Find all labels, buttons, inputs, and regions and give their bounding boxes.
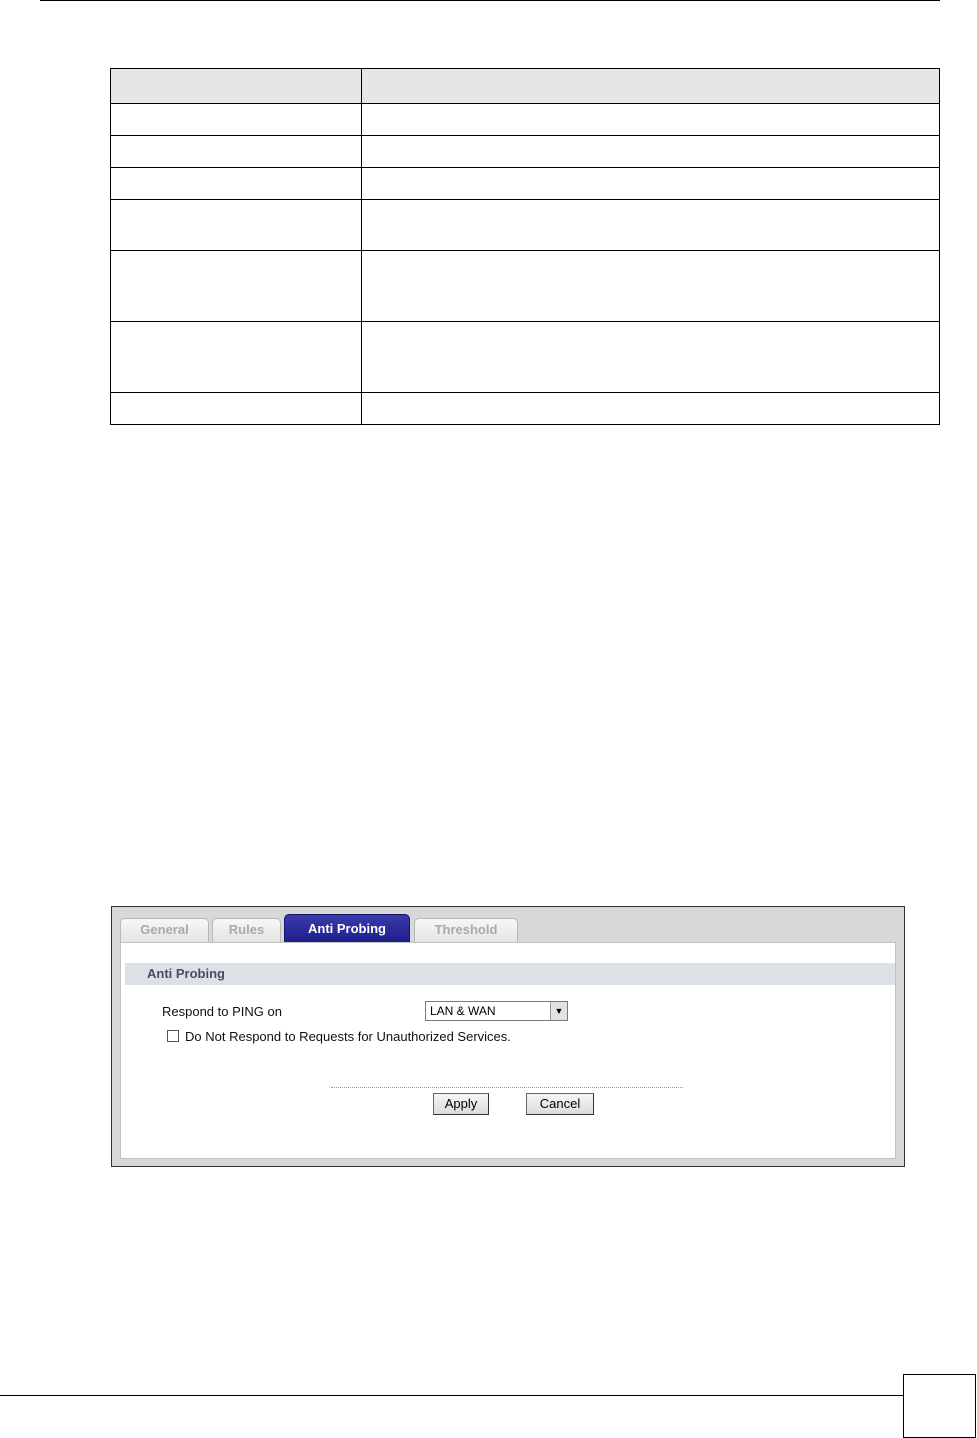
apply-button[interactable]: Apply — [433, 1093, 489, 1115]
field-description-table — [110, 68, 940, 425]
table-row — [111, 136, 940, 168]
anti-probing-screenshot — [111, 906, 905, 1167]
table-header-row — [111, 69, 940, 104]
table-row — [111, 322, 940, 393]
settings-panel — [120, 942, 896, 1159]
button-divider — [331, 1087, 683, 1088]
section-title: Anti Probing — [147, 966, 225, 981]
table-cell — [111, 168, 362, 200]
table-cell — [111, 104, 362, 136]
respond-to-ping-label: Respond to PING on — [162, 1004, 282, 1019]
tab-anti-probing[interactable]: Anti Probing — [284, 914, 410, 943]
table-row — [111, 200, 940, 251]
table-cell — [362, 251, 940, 322]
table-cell — [111, 322, 362, 393]
table-row — [111, 104, 940, 136]
page-number-box — [903, 1374, 976, 1438]
cancel-button[interactable]: Cancel — [526, 1093, 594, 1115]
header-cell-label — [111, 69, 362, 104]
table-cell — [111, 200, 362, 251]
unauthorized-services-label: Do Not Respond to Requests for Unauthorized Services. — [185, 1029, 511, 1044]
table-cell — [362, 136, 940, 168]
table-cell — [111, 393, 362, 425]
footer-rule — [0, 1395, 903, 1396]
table-row — [111, 168, 940, 200]
table-row — [111, 393, 940, 425]
respond-to-ping-select[interactable] — [425, 1001, 568, 1021]
chevron-down-icon[interactable]: ▼ — [550, 1002, 567, 1020]
table-cell — [362, 322, 940, 393]
header-cell-description — [362, 69, 940, 104]
table-cell — [362, 104, 940, 136]
table-cell — [362, 200, 940, 251]
tab-threshold[interactable]: Threshold — [414, 918, 518, 942]
header-rule — [40, 0, 940, 1]
section-header — [125, 963, 895, 985]
unauthorized-services-checkbox[interactable] — [167, 1030, 179, 1042]
table-cell — [111, 251, 362, 322]
table-cell — [362, 168, 940, 200]
table-cell — [111, 136, 362, 168]
table-row — [111, 251, 940, 322]
tab-rules[interactable]: Rules — [212, 918, 281, 942]
respond-to-ping-value: LAN & WAN — [430, 1004, 496, 1018]
tab-general[interactable]: General — [120, 918, 209, 942]
table-cell — [362, 393, 940, 425]
